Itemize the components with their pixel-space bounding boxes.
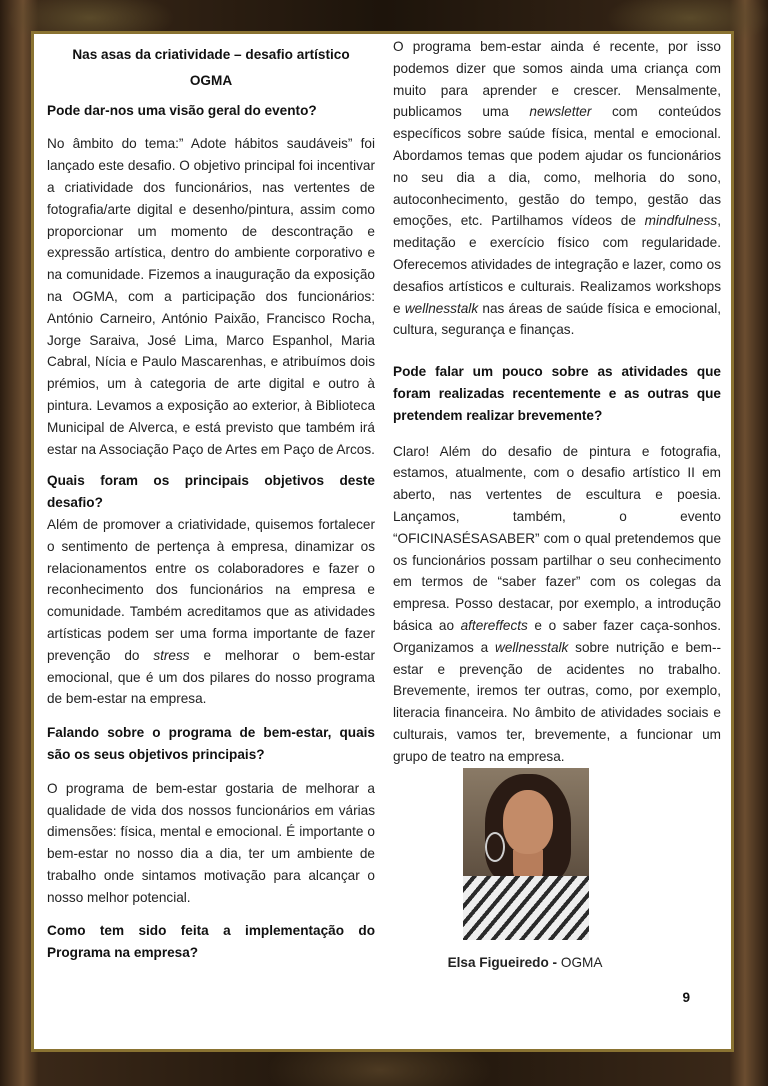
portrait-earring bbox=[485, 832, 505, 862]
question-3: Falando sobre o programa de bem-estar, quais são os seus objetivos principais? bbox=[47, 725, 375, 762]
portrait-face bbox=[503, 790, 553, 854]
answer-2-text-a: Além de promover a criatividade, quisemos fortalecer o sentimento de pertença à empresa, dinamizar os relacionamentos entre os colaboradores e fazer o reconhecimento dos funcionários na empresa e comunidade. Também acreditamos que as atividades artísticas podem ser uma forma importante de fazer prevenção do bbox=[47, 516, 375, 663]
caption-org: OGMA bbox=[557, 955, 603, 970]
answer-4-italic-b: mindfulness bbox=[644, 213, 718, 229]
answer-4-italic-a: newsletter bbox=[529, 104, 592, 120]
answer-2-text-b: e melhorar o bem-estar emocional, que é um dos pilares do nosso programa de bem-estar na empresa. bbox=[47, 647, 375, 707]
question-5: Pode falar um pouco sobre as atividades que foram realizadas recentemente e as outras que pretendem realizar brevemente? bbox=[393, 364, 721, 423]
portrait-shirt bbox=[463, 876, 589, 940]
answer-5 bbox=[393, 441, 721, 768]
page-number: 9 bbox=[682, 990, 690, 1005]
answer-4 bbox=[393, 36, 721, 341]
right-column bbox=[393, 34, 721, 768]
answer-4-text-a: O programa bem-estar ainda é recente, por isso podemos dizer que somos ainda uma criança com muito para aprender e crescer. Mensalmente, publicamos uma bbox=[393, 39, 721, 120]
question-4: Como tem sido feita a implementação do Programa na empresa? bbox=[47, 923, 375, 961]
question-1: Pode dar-nos uma visão geral do evento? bbox=[47, 102, 317, 118]
article-title-line2: OGMA bbox=[189, 72, 233, 88]
article-title-line1: Nas asas da criatividade – desafio artístico bbox=[72, 47, 350, 62]
answer-3: O programa de bem-estar gostaria de melhorar a qualidade de vida dos nossos funcionários em várias dimensões: física, mental e emocional. É importante o bem-estar no nosso dia a dia, ter um ambiente de trabalho onde sintamos motivação para alcançar o nosso melhor potencial. bbox=[47, 780, 375, 905]
answer-4-text-d: nas áreas de saúde física e emocional, cultura, segurança e finanças. bbox=[393, 300, 722, 338]
answer-4-text-c: , meditação e exercício físico com regularidade. Oferecemos atividades de integração e lazer, como os desafios artísticos e culturais. Realizamos workshops e bbox=[393, 213, 721, 316]
answer-5-italic-b: wellnesstalk bbox=[495, 639, 569, 655]
answer-2 bbox=[47, 514, 375, 710]
left-column bbox=[47, 34, 375, 964]
answer-5-text-a: Claro! Além do desafio de pintura e fotografia, estamos, atualmente, com o desafio artístico II em aberto, nas vertentes de escultura e poesia. Lançamos, também, o evento “OFICINASÉSASABER” com o qual pretendemos que os funcionários possam partilhar o seu conhecimento em termos de “saber fazer” com os colegas da empresa. Posso destacar, por exemplo, a introdução básica ao bbox=[393, 443, 721, 633]
answer-4-text-b: com conteúdos específicos sobre saúde física, mental e emocional. Abordamos temas que podem ajudar os funcionários no seu dia a dia, como, melhoria do sono, autoconhecimento, gestão do tempo, gestão das emoções, etc. Partilhamos vídeos de bbox=[393, 104, 721, 229]
answer-2-italic: stress bbox=[153, 647, 190, 663]
answer-5-text-c: sobre nutrição e bem--estar e prevenção de acidentes no trabalho. Brevemente, iremos ter outras, como, por exemplo, literacia financeira. No âmbito de atividades sociais e culturais, vamos ter, brevemente, a funcionar um grupo de teatro na empresa. bbox=[393, 639, 722, 764]
answer-5-italic-a: aftereffects bbox=[460, 617, 528, 633]
photo-caption bbox=[410, 955, 640, 970]
caption-name: Elsa Figueiredo - bbox=[447, 955, 558, 970]
page-frame bbox=[31, 31, 734, 1052]
answer-4-italic-c: wellnesstalk bbox=[404, 300, 479, 316]
answer-1: No âmbito do tema:” Adote hábitos saudáveis” foi lançado este desafio. O objetivo principal foi incentivar a criatividade dos funcionários, nas vertentes de fotografia/arte digital e desenho/pintura, assim como proporcionar um momento de descontração e expressão artística, dentro do ambiente corporativo e na comunidade. Fizemos a inauguração da exposição na OGMA, com a participação dos funcionários: António Carneiro, António Paixão, Francisco Rocha, Jorge Saraiva, José Lima, Marco Espanhol, Maria Cabral, Nícia e Paulo Mascarenhas, e atribuímos dois prémios, um à categoria de arte digital e outro à pintura. Levamos a exposição ao exterior, à Biblioteca Municipal de Alverca, e está previsto que também irá estar na Associação Paço de Artes em Paço de Arcos. bbox=[47, 136, 375, 457]
answer-5-text-b: e o saber fazer caça-sonhos. Organizamos a bbox=[393, 617, 721, 655]
portrait-photo bbox=[463, 768, 589, 940]
question-2: Quais foram os principais objetivos deste desafio? bbox=[47, 473, 375, 511]
